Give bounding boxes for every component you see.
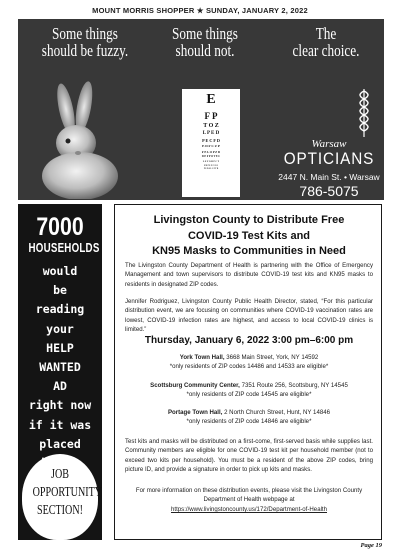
health-department-link[interactable]: https://www.livingstoncounty.us/172/Department-of-Health	[170, 505, 328, 513]
eye-chart-row: L P E D	[202, 131, 220, 137]
eye-chart-row: T O Z	[203, 123, 219, 130]
headline-fuzzy: Some things should be fuzzy.	[41, 24, 129, 60]
optician-ad	[18, 19, 384, 200]
location-portage: Portage Town Hall, 2 North Church Street, Hunt, NY 14846 *only residents of ZIP code 14846 are eligible*	[167, 409, 331, 426]
ad-word: reading	[35, 302, 85, 317]
job-opportunity-badge	[22, 454, 103, 540]
optician-phone: 786-5075	[299, 183, 359, 199]
ad-word: WANTED	[39, 360, 81, 375]
ad-word: placed	[39, 436, 81, 451]
article-paragraph: Jennifer Rodriguez, Livingston County Public Health Director, stated, “For this particular distribution event, we are focusing on communities where COVID-19 vaccination rates are lowest, COVID-19 infection rates are highest, and access to local COVID-19 clinics is limited.”	[125, 298, 373, 334]
badge-line: OPPORTUNITY	[32, 485, 103, 500]
eye-chart	[182, 89, 240, 197]
article-paragraph: Test kits and masks will be distributed on a first-come, first-served basis while supplies last. Community members are eligible for one COVID-19 test kit per household member (not to exceed two kits per household). You must be a resident of the above ZIP codes, bring picture ID, and provide a signature in order to pick up kits and masks.	[125, 438, 373, 474]
optician-address: 2447 N. Main St. • Warsaw	[278, 172, 380, 182]
eye-chart-row: D E F P O T E C	[201, 154, 221, 158]
eye-chart-row: L E F O D P C T	[202, 160, 220, 163]
article-title: Livingston County to Distribute Free COVID-19 Test Kits and KN95 Masks to Communities in Need	[152, 214, 346, 257]
covid-article	[114, 204, 382, 540]
article-paragraph-info: For more information on these distribution events, please visit the Livingston County Department of Health webpage at https://www.livingstoncounty.us/172/Department-of-Health	[125, 486, 373, 514]
ad-word: would	[42, 264, 78, 278]
household-count: 7000	[36, 213, 84, 241]
bunny-image	[30, 81, 130, 199]
headline-clear-choice: The clear choice.	[292, 24, 360, 60]
eye-chart-row: P E Z O L C F T D	[203, 168, 219, 170]
eye-chart-row: F E L O P Z D	[201, 149, 221, 154]
warsaw-opticians-logo: Warsaw OPTICIANS	[283, 138, 375, 168]
ad-word: your	[46, 321, 74, 336]
page-number: Page 19	[360, 542, 382, 549]
eye-chart-row: F P	[204, 110, 218, 121]
event-date: Thursday, January 6, 2022 3:00 pm–6:00 pm	[144, 335, 354, 346]
eye-chart-row: F D P L T C E O	[203, 164, 219, 167]
badge-line: JOB	[51, 467, 69, 482]
ribbon-icon	[354, 87, 374, 139]
ad-word: right now	[28, 398, 92, 413]
eye-chart-row: E D F C Z P	[202, 144, 220, 149]
eye-chart-row: P E C F D	[202, 137, 220, 143]
location-york: York Town Hall, 3668 Main Street, York, NY 14592 *only residents of ZIP codes 14486 and 14533 are eligible*	[169, 354, 329, 371]
masthead: MOUNT MORRIS SHOPPER ★ SUNDAY, JANUARY 2, 2022	[92, 6, 308, 15]
ad-word: HELP	[46, 340, 74, 355]
ad-word: AD	[53, 379, 67, 394]
location-scottsburg: Scottsburg Community Center, 7351 Route 256, Scottsburg, NY 14545 *only residents of ZIP code 14545 are eligible*	[150, 382, 348, 399]
help-wanted-ad	[18, 204, 102, 540]
households-label: HOUSEHOLDS	[28, 240, 100, 255]
headline-should-not: Some things should not.	[172, 24, 238, 60]
badge-line: SECTION!	[37, 503, 83, 518]
article-paragraph: The Livingston County Department of Health is partnering with the Office of Emergency Management and town supervisors to distribute COVID-19 test kits and KN95 masks to residents in designated ZIP codes.	[125, 262, 373, 288]
ad-word: if it was	[28, 417, 92, 432]
ad-copy	[18, 262, 102, 473]
ad-word: be	[53, 283, 67, 298]
eye-chart-row: E	[206, 92, 216, 107]
